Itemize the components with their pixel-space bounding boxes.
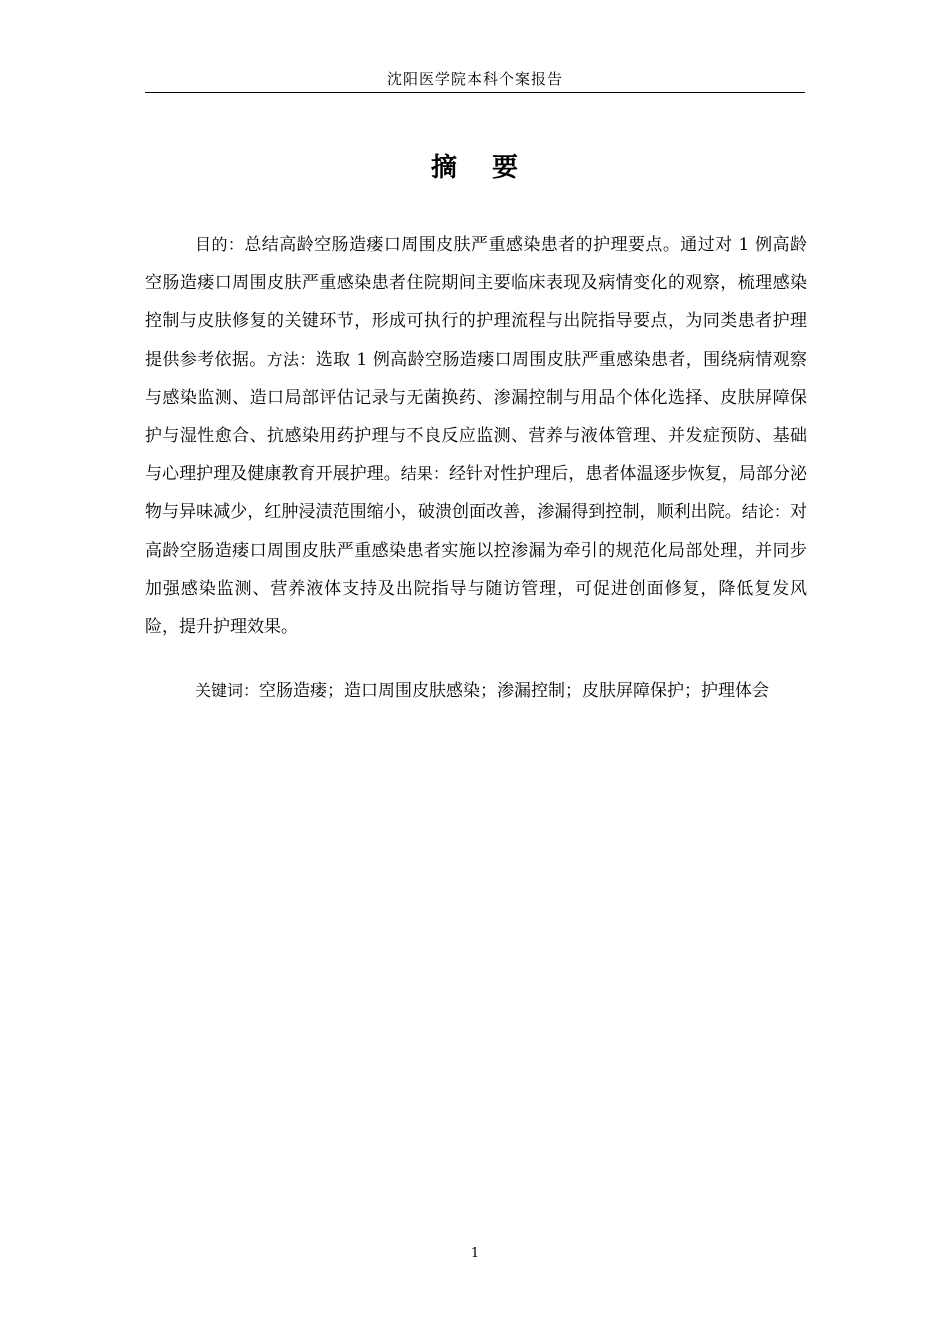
keywords-label: 关键词： xyxy=(195,681,260,700)
abstract-title-part2: 要 xyxy=(492,153,520,183)
conclusion-label: 结论： xyxy=(741,502,790,522)
header-text: 沈阳医学院本科个案报告 xyxy=(386,70,563,88)
keywords-paragraph xyxy=(145,672,807,710)
objective-text: 总结高龄空肠造瘘口周围皮肤严重感染患者的护理要点。通过对 1 例高龄空肠造瘘口周围皮肤严重感染患者住院期间主要临床表现及病情变化的观察，梳理感染控制与皮肤修复的关键环节，形成可执行的护理流程与出院指导要点，为同类患者护理提供参考依据。 xyxy=(145,235,807,370)
conclusion-text: 对高龄空肠造瘘口周围皮肤严重感染患者实施以控渗漏为牵引的规范化局部处理，并同步加强感染监测、营养液体支持及出院指导与随访管理，可促进创面修复，降低复发风险，提升护理效果。 xyxy=(145,502,807,638)
keywords-text: 空肠造瘘；造口周围皮肤感染；渗漏控制；皮肤屏障保护；护理体会 xyxy=(259,681,770,701)
abstract-title xyxy=(0,146,950,190)
page-number: 1 xyxy=(470,1246,480,1261)
objective-label: 目的： xyxy=(195,235,245,254)
abstract-title-part1: 摘 xyxy=(430,153,458,183)
abstract-body xyxy=(145,226,807,646)
method-label: 方法： xyxy=(266,349,316,369)
method-text: 选取 1 例高龄空肠造瘘口周围皮肤严重感染患者，围绕病情观察与感染监测、造口局部评估记录与无菌换药、渗漏控制与用品个体化选择、皮肤屏障保护与湿性愈合、抗感染用药护理与不良反应监测、营养与液体管理、并发症预防、基础与心理护理及健康教育开展护理。 xyxy=(145,349,807,485)
result-label: 结果： xyxy=(400,464,449,484)
abstract-paragraph xyxy=(145,226,807,646)
page-header xyxy=(145,66,805,93)
result-text: 经针对性护理后，患者体温逐步恢复，局部分泌物与异味减少，红肿浸渍范围缩小，破溃创面改善，渗漏得到控制，顺利出院。 xyxy=(145,464,808,523)
